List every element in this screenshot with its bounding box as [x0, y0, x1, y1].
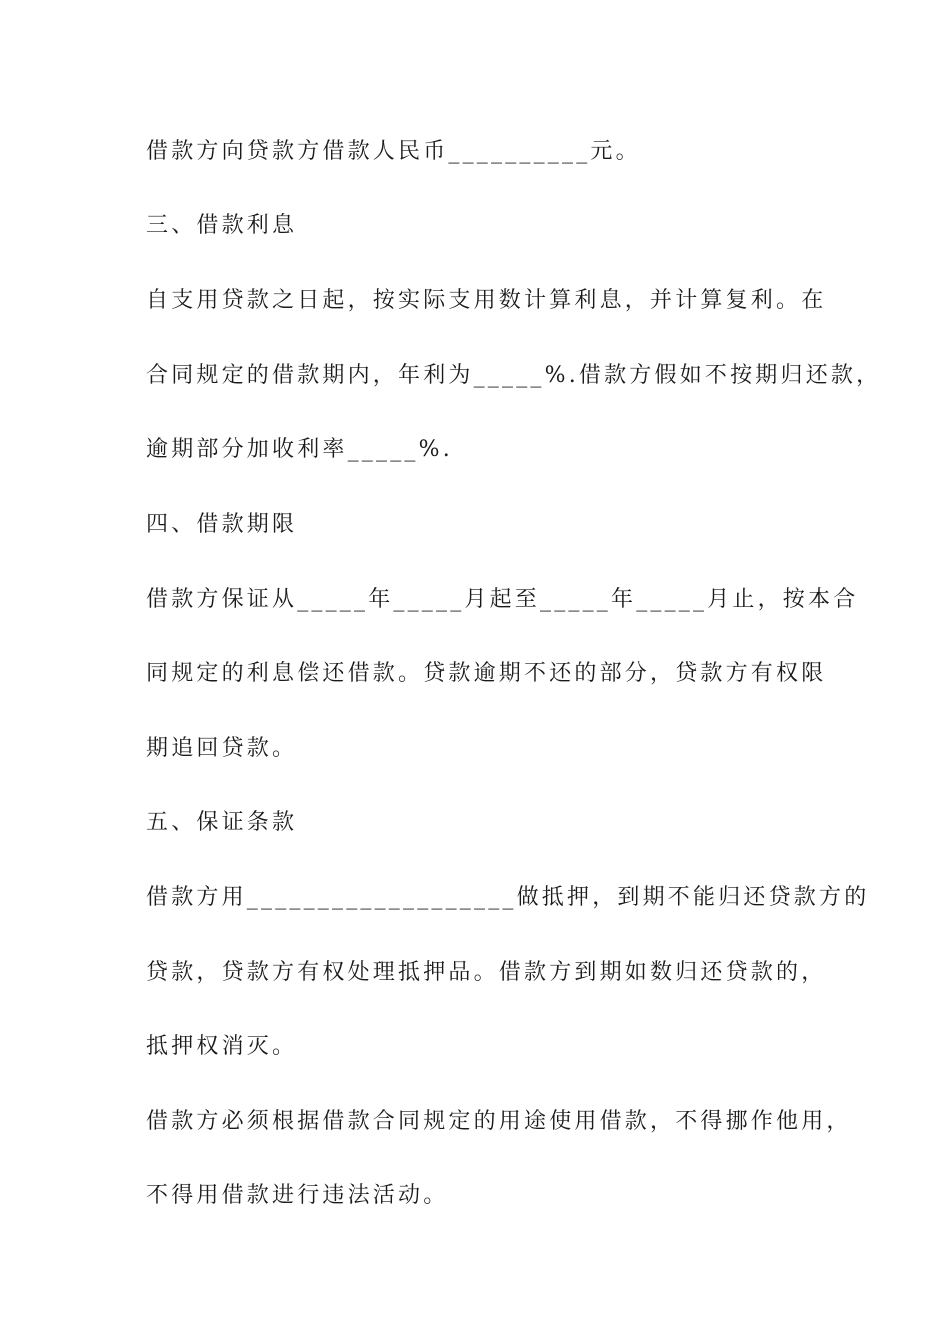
paragraph-interest-line-3: 逾期部分加收利率_____%.	[146, 437, 453, 462]
paragraph-guarantee-line-1: 借款方用___________________做抵押，到期不能归还贷款方的	[146, 885, 870, 910]
heading-loan-interest: 三、借款利息	[146, 213, 298, 238]
paragraph-loan-amount: 借款方向贷款方借款人民币__________元。	[146, 139, 641, 164]
paragraph-guarantee-line-3: 抵押权消灭。	[146, 1034, 298, 1059]
paragraph-usage-line-2: 不得用借款进行违法活动。	[146, 1183, 449, 1208]
heading-guarantee-terms: 五、保证条款	[146, 810, 298, 835]
heading-loan-term: 四、借款期限	[146, 512, 298, 537]
paragraph-term-line-3: 期追回贷款。	[146, 736, 298, 761]
paragraph-guarantee-line-2: 贷款，贷款方有权处理抵押品。借款方到期如数归还贷款的，	[146, 960, 827, 985]
paragraph-interest-line-2: 合同规定的借款期内，年利为_____%.借款方假如不按期归还款，	[146, 363, 882, 388]
paragraph-term-line-1: 借款方保证从_____年_____月起至_____年_____月止，按本合	[146, 587, 859, 612]
paragraph-usage-line-1: 借款方必须根据借款合同规定的用途使用借款，不得挪作他用，	[146, 1109, 852, 1134]
paragraph-interest-line-1: 自支用贷款之日起，按实际支用数计算利息，并计算复利。在	[146, 288, 827, 313]
paragraph-term-line-2: 同规定的利息偿还借款。贷款逾期不还的部分，贷款方有权限	[146, 661, 827, 686]
